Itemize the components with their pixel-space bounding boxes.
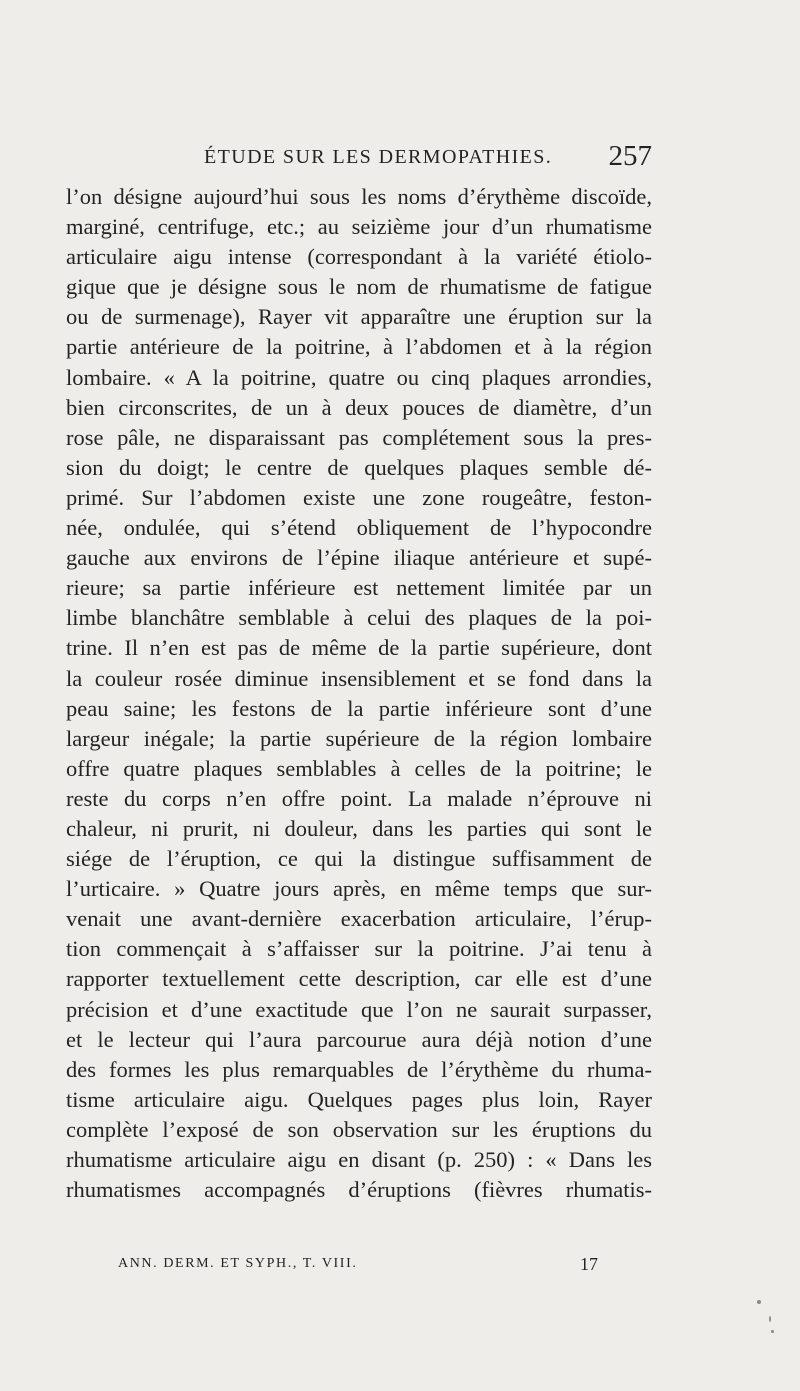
text-line: l’on désigne aujourd’hui sous les noms d’érythème discoïde, bbox=[66, 184, 652, 209]
text-line: née, ondulée, qui s’étend obliquement de l’hypocondre bbox=[66, 515, 652, 541]
running-head bbox=[66, 140, 652, 180]
running-head-title: ÉTUDE SUR LES DERMOPATHIES. bbox=[204, 146, 553, 168]
paper-speck bbox=[769, 1316, 771, 1322]
text-line: trine. Il n’en est pas de même de la partie supérieure, dont bbox=[66, 635, 652, 661]
text-line: partie antérieure de la poitrine, à l’abdomen et à la région bbox=[66, 334, 652, 360]
text-line: offre quatre plaques semblables à celles de la poitrine; le bbox=[66, 755, 652, 781]
text-line: rapporter textuellement cette description, car elle est d’une bbox=[66, 966, 652, 992]
text-line: sion du doigt; le centre de quelques plaques semble dé- bbox=[66, 454, 652, 480]
text-line: ou de surmenage), Rayer vit apparaître une éruption sur la bbox=[66, 304, 652, 330]
text-line: reste du corps n’en offre point. La malade n’éprouve ni bbox=[66, 785, 652, 811]
text-line: tisme articulaire aigu. Quelques pages plus loin, Rayer bbox=[66, 1086, 652, 1112]
text-line: peau saine; les festons de la partie inférieure sont d’une bbox=[66, 695, 652, 721]
text-line: rhumatismes accompagnés d’éruptions (fièvres rhumatis- bbox=[66, 1177, 652, 1203]
text-line: complète l’exposé de son observation sur les éruptions du bbox=[66, 1116, 652, 1142]
text-line: largeur inégale; la partie supérieure de la région lombaire bbox=[66, 725, 652, 751]
text-line: la couleur rosée diminue insensiblement et se fond dans la bbox=[66, 665, 652, 691]
text-line: rose pâle, ne disparaissant pas complétement sous la pres- bbox=[66, 424, 652, 450]
body-text bbox=[66, 182, 652, 1205]
text-line: précision et d’une exactitude que l’on ne saurait surpasser, bbox=[66, 996, 652, 1022]
text-line: lombaire. « A la poitrine, quatre ou cinq plaques arrondies, bbox=[66, 364, 652, 390]
text-line: primé. Sur l’abdomen existe une zone rougeâtre, feston- bbox=[66, 484, 652, 510]
text-line: tion commençait à s’affaisser sur la poitrine. J’ai tenu à bbox=[66, 936, 652, 962]
signature-journal: ANN. DERM. ET SYPH., T. VIII. bbox=[118, 1256, 358, 1271]
text-line: gauche aux environs de l’épine iliaque antérieure et supé- bbox=[66, 545, 652, 571]
text-line: articulaire aigu intense (correspondant à la variété étiolo- bbox=[66, 244, 652, 270]
text-line: gique que je désigne sous le nom de rhumatisme de fatigue bbox=[66, 274, 652, 300]
text-line: rieure; sa partie inférieure est nettement limitée par un bbox=[66, 575, 652, 601]
text-line: venait une avant-dernière exacerbation articulaire, l’érup- bbox=[66, 906, 652, 932]
text-line: des formes les plus remarquables de l’érythème du rhuma- bbox=[66, 1056, 652, 1082]
text-line: chaleur, ni prurit, ni douleur, dans les parties qui sont le bbox=[66, 815, 652, 841]
page-number: 257 bbox=[608, 140, 652, 172]
text-line: bien circonscrites, de un à deux pouces de diamètre, d’un bbox=[66, 394, 652, 420]
text-line: et le lecteur qui l’aura parcourue aura déjà notion d’une bbox=[66, 1026, 652, 1052]
text-line: l’urticaire. » Quatre jours après, en même temps que sur- bbox=[66, 876, 652, 902]
text-line: siége de l’éruption, ce qui la distingue suffisamment de bbox=[66, 846, 652, 872]
text-line: rhumatisme articulaire aigu en disant (p. 250) : « Dans les bbox=[66, 1147, 652, 1172]
signature-number: 17 bbox=[580, 1254, 598, 1274]
text-line: marginé, centrifuge, etc.; au seizième jour d’un rhumatisme bbox=[66, 214, 652, 240]
printer-signature bbox=[118, 1256, 598, 1280]
paper-speck bbox=[757, 1300, 761, 1304]
paper-speck bbox=[771, 1330, 774, 1333]
text-line: limbe blanchâtre semblable à celui des plaques de la poi- bbox=[66, 605, 652, 631]
